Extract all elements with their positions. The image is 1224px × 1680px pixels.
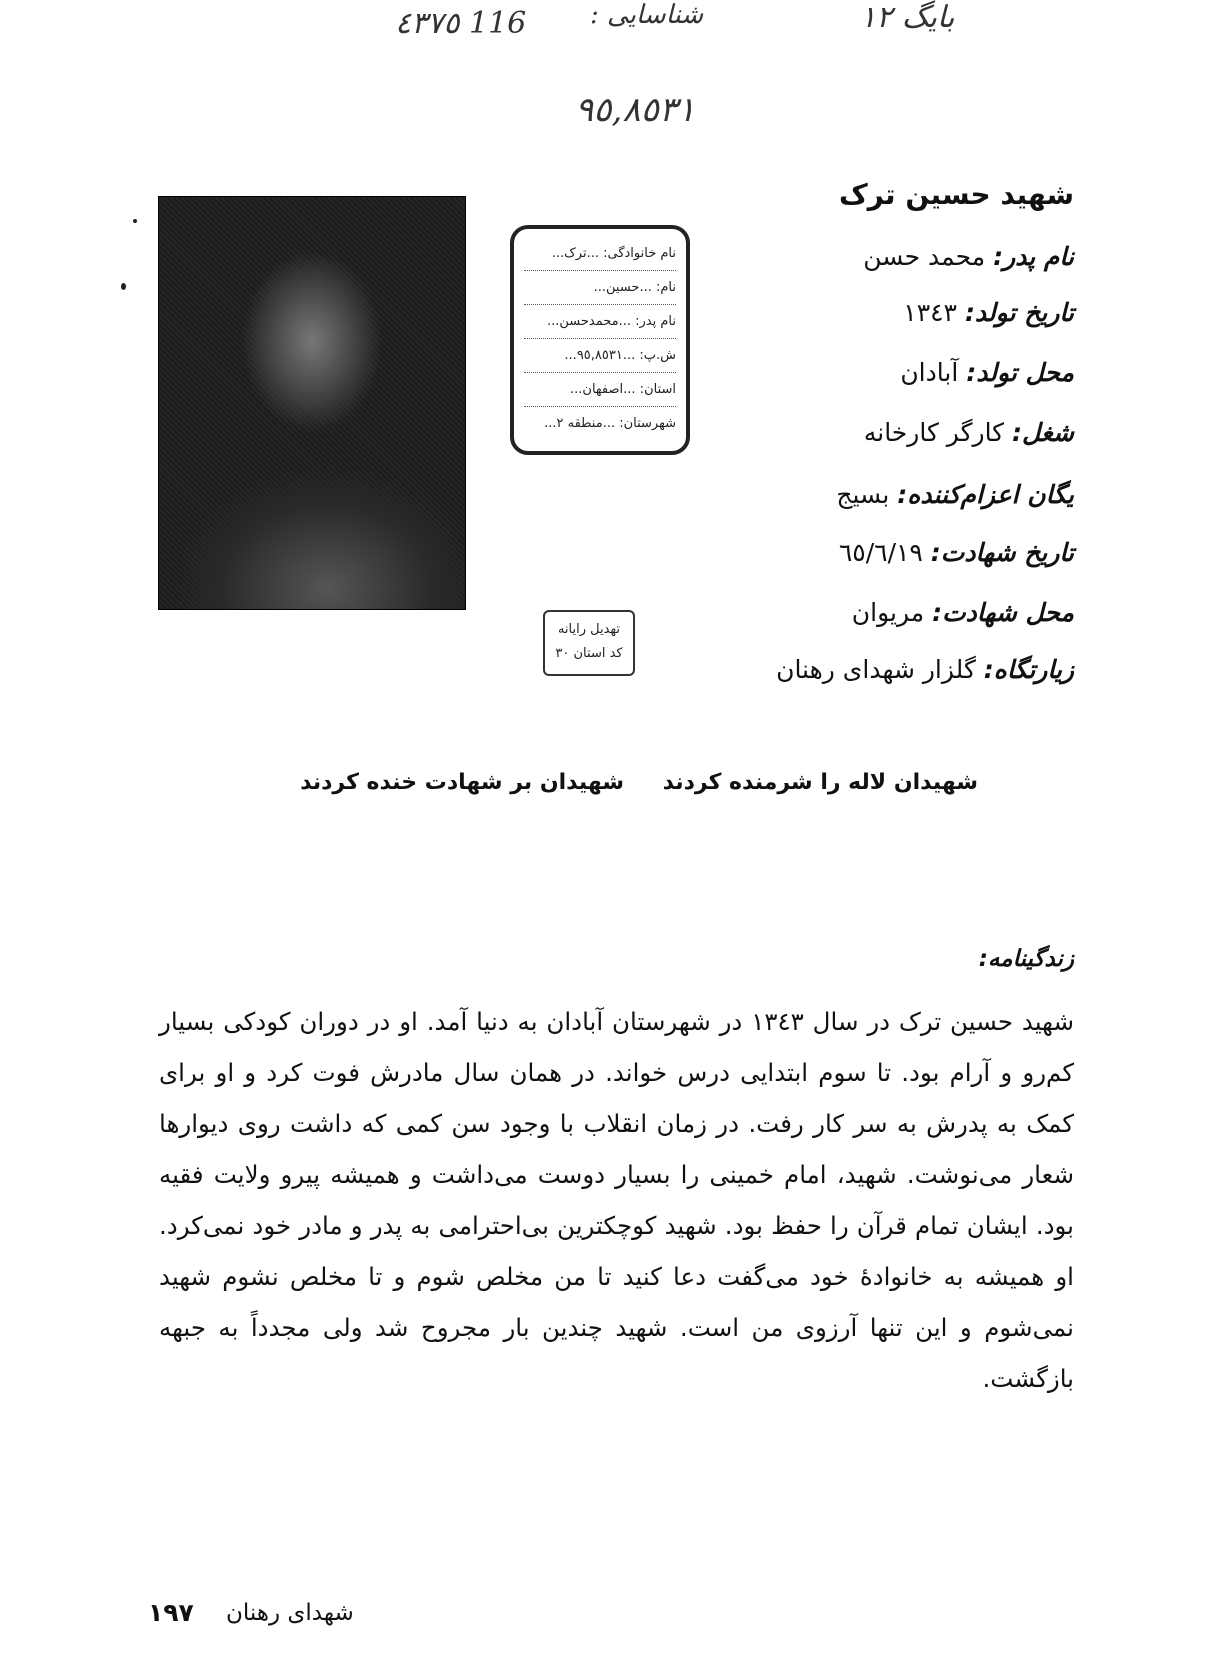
burial-place-row [776, 655, 1074, 684]
occupation-row [864, 418, 1074, 447]
martyrdom-place-row [852, 598, 1074, 627]
computer-entry-stamp [543, 610, 635, 676]
field-label: یگان اعزام‌کننده: [897, 480, 1074, 509]
quote-hemistich-right: شهیدان لاله را شرمنده کردند [662, 770, 978, 795]
stamp-row: نام: ...حسین... [524, 271, 676, 305]
father-name-row [863, 242, 1074, 271]
dispatch-unit-row [836, 480, 1074, 509]
stamp-line: تهدیل رایانه [557, 622, 621, 637]
birth-date-row [903, 298, 1074, 327]
handwritten-file-number: ٩٥,٨٥٣١ [575, 90, 696, 130]
field-label: تاریخ شهادت: [930, 538, 1074, 567]
stamp-row: نام پدر: ...محمدحسن... [524, 305, 676, 339]
martyr-portrait-photo [158, 196, 466, 610]
handwritten-id-label: شناسایی : [590, 0, 704, 30]
field-label: شغل: [1012, 418, 1074, 447]
martyrdom-date-row [839, 538, 1074, 567]
handwritten-archive-number: 116 ٤٣٧٥ [395, 6, 527, 41]
field-value: کارگر کارخانه [863, 418, 1013, 447]
field-label: زیارتگاه: [983, 655, 1074, 684]
handwritten-archive-label: بایگ ١٢ [860, 0, 955, 35]
biography-text: شهید حسین ترک در سال ١٣٤٣ در شهرستان آبادان به دنیا آمد. او در دوران کودکی بسیار کم‌رو و آرام بود. تا سوم ابتدایی درس خواند. در همان سال مادرش فوت کرد و او برای کمک به پدرش به سر کار رفت. در زمان انقلاب با وجود سن کمی که داشت روی دیوارها شعار می‌نوشت. شهید، امام خمینی را بسیار دوست می‌داشت و همیشه پیرو ولایت فقیه بود. ایشان تمام قرآن را حفظ بود. شهید کوچکترین بی‌احترامی به پدر و مادر خود نمی‌کرد. او همیشه به خانوادهٔ خود می‌گفت دعا کنید تا من مخلص شوم و تا مخلص نشوم شهید نمی‌شوم و این تنها آرزوی من است. شهید چندین بار مجروح شد ولی مجدداً به جبهه بازگشت. [159, 1007, 1075, 1393]
stamp-line: کد استان ٣٠ [555, 646, 623, 661]
field-value: بسیج [836, 480, 898, 509]
field-value: ٦٥/٦/١٩ [838, 538, 931, 567]
stamp-row: استان: ...اصفهان... [524, 373, 676, 407]
field-value: محمد حسن [863, 242, 994, 271]
birth-place-row [900, 358, 1074, 387]
ink-speck [133, 219, 137, 223]
field-label: محل شهادت: [932, 598, 1074, 627]
field-value: مریوان [851, 598, 933, 627]
biography-heading: زندگینامه: [978, 946, 1074, 972]
footer-page-number: ١٩٧ [148, 1598, 194, 1627]
ink-speck [121, 283, 126, 290]
field-value: ١٣٤٣ [903, 298, 965, 327]
field-label: محل تولد: [966, 358, 1074, 387]
field-label: نام پدر: [993, 242, 1074, 271]
stamp-row: شهرستان: ...منطقه ٢... [544, 416, 676, 431]
stamp-row: ش.پ: ...٩٥,٨٥٣١... [524, 339, 676, 373]
martyr-name: شهید حسین ترک [838, 178, 1074, 211]
quote-hemistich-left: شهیدان بر شهادت خنده کردند [300, 770, 624, 795]
stamp-row: نام خانوادگی: ...ترک... [524, 237, 676, 271]
field-value: گلزار شهدای رهنان [776, 655, 984, 684]
field-label: تاریخ تولد: [964, 298, 1074, 327]
identity-stamp [510, 225, 690, 455]
footer-book-title: شهدای رهنان [226, 1600, 354, 1626]
field-value: آبادان [900, 358, 967, 387]
